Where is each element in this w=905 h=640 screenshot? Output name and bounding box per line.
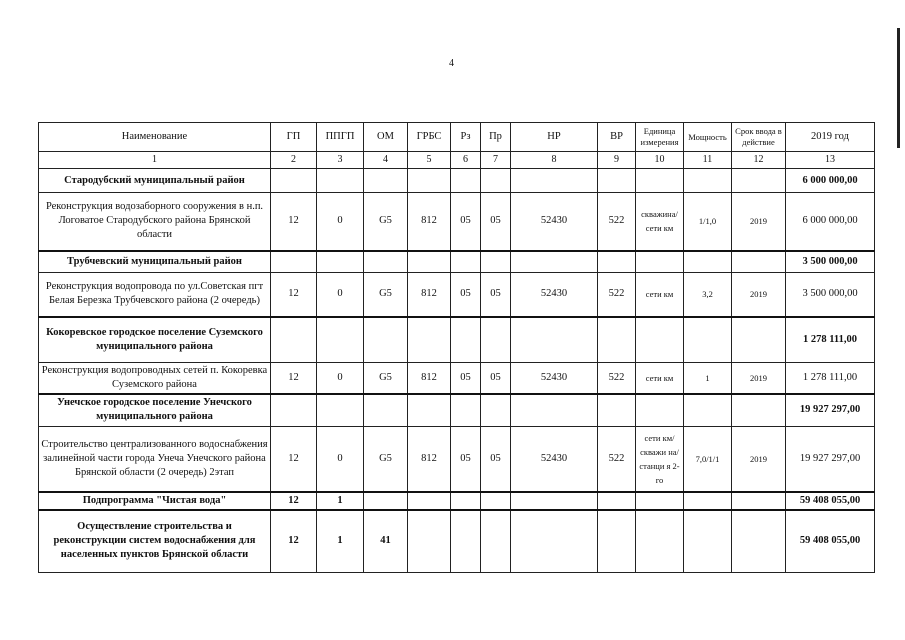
row-unit: скважина/ сети км bbox=[636, 193, 684, 251]
row-rz bbox=[451, 317, 481, 363]
column-number: 12 bbox=[732, 152, 786, 169]
row-gp bbox=[271, 169, 317, 193]
row-power bbox=[684, 169, 732, 193]
row-pr bbox=[481, 394, 511, 426]
row-term bbox=[732, 251, 786, 273]
row-name: Строительство централизованного водоснабжения залинейной части города Унеча Унечского района Брянской области (2 очередь) 2этап bbox=[39, 426, 271, 492]
budget-table bbox=[38, 122, 875, 573]
header-ppgp: ППГП bbox=[317, 123, 364, 152]
row-term: 2019 bbox=[732, 273, 786, 317]
row-gp: 12 bbox=[271, 363, 317, 395]
column-number: 7 bbox=[481, 152, 511, 169]
row-name: Кокоревское городское поселение Суземского муниципального района bbox=[39, 317, 271, 363]
row-vr bbox=[598, 251, 636, 273]
header-name: Наименование bbox=[39, 123, 271, 152]
row-om bbox=[364, 251, 408, 273]
row-term: 2019 bbox=[732, 426, 786, 492]
row-om bbox=[364, 317, 408, 363]
row-term: 2019 bbox=[732, 193, 786, 251]
row-name: Реконструкция водопровода по ул.Советская пгт Белая Березка Трубчевского района (2 очередь) bbox=[39, 273, 271, 317]
row-amount: 3 500 000,00 bbox=[786, 251, 875, 273]
row-ppgp: 0 bbox=[317, 273, 364, 317]
row-unit bbox=[636, 510, 684, 572]
row-term bbox=[732, 394, 786, 426]
row-pr bbox=[481, 492, 511, 510]
row-grbs bbox=[408, 510, 451, 572]
row-power bbox=[684, 510, 732, 572]
row-grbs bbox=[408, 394, 451, 426]
row-power: 1 bbox=[684, 363, 732, 395]
row-name: Осуществление строительства и реконструкции систем водоснабжения для населенных пунктов Брянской области bbox=[39, 510, 271, 572]
row-unit bbox=[636, 492, 684, 510]
row-grbs bbox=[408, 169, 451, 193]
header-rz: Рз bbox=[451, 123, 481, 152]
row-power bbox=[684, 317, 732, 363]
row-unit bbox=[636, 394, 684, 426]
row-pr: 05 bbox=[481, 273, 511, 317]
row-unit: сети км/скважи на/станци я 2-го bbox=[636, 426, 684, 492]
table-row bbox=[39, 273, 875, 317]
row-pr bbox=[481, 317, 511, 363]
row-vr bbox=[598, 492, 636, 510]
row-grbs: 812 bbox=[408, 363, 451, 395]
row-unit bbox=[636, 169, 684, 193]
row-amount: 1 278 111,00 bbox=[786, 363, 875, 395]
header-row bbox=[39, 123, 875, 152]
row-grbs bbox=[408, 251, 451, 273]
column-number: 4 bbox=[364, 152, 408, 169]
row-rz: 05 bbox=[451, 363, 481, 395]
row-term bbox=[732, 492, 786, 510]
row-pr bbox=[481, 510, 511, 572]
header-power: Мощность bbox=[684, 123, 732, 152]
row-gp bbox=[271, 394, 317, 426]
row-amount: 6 000 000,00 bbox=[786, 169, 875, 193]
row-ppgp bbox=[317, 394, 364, 426]
header-year: 2019 год bbox=[786, 123, 875, 152]
row-nr bbox=[511, 251, 598, 273]
row-vr bbox=[598, 394, 636, 426]
header-term: Срок ввода в действие bbox=[732, 123, 786, 152]
column-number: 10 bbox=[636, 152, 684, 169]
column-number: 1 bbox=[39, 152, 271, 169]
column-number: 2 bbox=[271, 152, 317, 169]
row-nr bbox=[511, 492, 598, 510]
row-ppgp: 0 bbox=[317, 363, 364, 395]
row-om bbox=[364, 492, 408, 510]
row-rz bbox=[451, 510, 481, 572]
row-power: 1/1,0 bbox=[684, 193, 732, 251]
column-number: 11 bbox=[684, 152, 732, 169]
row-nr: 52430 bbox=[511, 273, 598, 317]
row-vr bbox=[598, 317, 636, 363]
row-power bbox=[684, 394, 732, 426]
header-unit: Единица измерения bbox=[636, 123, 684, 152]
row-vr: 522 bbox=[598, 273, 636, 317]
row-amount: 19 927 297,00 bbox=[786, 394, 875, 426]
row-ppgp bbox=[317, 317, 364, 363]
table-row bbox=[39, 317, 875, 363]
row-ppgp: 1 bbox=[317, 510, 364, 572]
row-power bbox=[684, 251, 732, 273]
row-ppgp: 1 bbox=[317, 492, 364, 510]
row-rz: 05 bbox=[451, 426, 481, 492]
row-gp: 12 bbox=[271, 510, 317, 572]
row-power: 7,0/1/1 bbox=[684, 426, 732, 492]
table-body bbox=[39, 169, 875, 573]
scan-edge-mark bbox=[897, 28, 900, 148]
header-gp: ГП bbox=[271, 123, 317, 152]
column-number: 9 bbox=[598, 152, 636, 169]
header-nr: НР bbox=[511, 123, 598, 152]
table-row bbox=[39, 169, 875, 193]
row-unit: сети км bbox=[636, 273, 684, 317]
row-name: Стародубский муниципальный район bbox=[39, 169, 271, 193]
row-ppgp: 0 bbox=[317, 426, 364, 492]
row-gp bbox=[271, 251, 317, 273]
row-rz bbox=[451, 169, 481, 193]
row-nr: 52430 bbox=[511, 363, 598, 395]
table-row bbox=[39, 492, 875, 510]
table-row bbox=[39, 251, 875, 273]
row-amount: 1 278 111,00 bbox=[786, 317, 875, 363]
row-amount: 3 500 000,00 bbox=[786, 273, 875, 317]
row-amount: 59 408 055,00 bbox=[786, 492, 875, 510]
row-vr bbox=[598, 510, 636, 572]
row-grbs bbox=[408, 317, 451, 363]
row-om bbox=[364, 169, 408, 193]
row-power: 3,2 bbox=[684, 273, 732, 317]
row-term bbox=[732, 317, 786, 363]
row-ppgp bbox=[317, 251, 364, 273]
row-grbs: 812 bbox=[408, 273, 451, 317]
row-name: Реконструкция водопроводных сетей п. Кокоревка Суземского района bbox=[39, 363, 271, 395]
row-amount: 6 000 000,00 bbox=[786, 193, 875, 251]
header-grbs: ГРБС bbox=[408, 123, 451, 152]
row-gp: 12 bbox=[271, 426, 317, 492]
row-om: G5 bbox=[364, 273, 408, 317]
row-nr bbox=[511, 317, 598, 363]
table-row bbox=[39, 394, 875, 426]
column-number: 6 bbox=[451, 152, 481, 169]
row-vr: 522 bbox=[598, 193, 636, 251]
row-grbs: 812 bbox=[408, 193, 451, 251]
row-nr bbox=[511, 169, 598, 193]
row-nr bbox=[511, 510, 598, 572]
row-pr: 05 bbox=[481, 193, 511, 251]
row-vr: 522 bbox=[598, 426, 636, 492]
row-nr: 52430 bbox=[511, 426, 598, 492]
row-pr: 05 bbox=[481, 363, 511, 395]
row-term bbox=[732, 510, 786, 572]
table-row bbox=[39, 510, 875, 572]
column-number: 3 bbox=[317, 152, 364, 169]
column-number-row bbox=[39, 152, 875, 169]
row-term: 2019 bbox=[732, 363, 786, 395]
row-vr: 522 bbox=[598, 363, 636, 395]
row-name: Подпрограмма "Чистая вода" bbox=[39, 492, 271, 510]
header-pr: Пр bbox=[481, 123, 511, 152]
header-vr: ВР bbox=[598, 123, 636, 152]
table-row bbox=[39, 363, 875, 395]
row-gp: 12 bbox=[271, 193, 317, 251]
row-om: 41 bbox=[364, 510, 408, 572]
row-grbs: 812 bbox=[408, 426, 451, 492]
row-grbs bbox=[408, 492, 451, 510]
row-nr bbox=[511, 394, 598, 426]
row-unit bbox=[636, 251, 684, 273]
row-unit: сети км bbox=[636, 363, 684, 395]
row-rz bbox=[451, 394, 481, 426]
row-pr bbox=[481, 169, 511, 193]
page-number: 4 bbox=[449, 58, 454, 69]
row-rz: 05 bbox=[451, 273, 481, 317]
row-pr bbox=[481, 251, 511, 273]
row-om: G5 bbox=[364, 193, 408, 251]
column-number: 8 bbox=[511, 152, 598, 169]
row-name: Трубчевский муниципальный район bbox=[39, 251, 271, 273]
row-nr: 52430 bbox=[511, 193, 598, 251]
table-row bbox=[39, 193, 875, 251]
header-om: ОМ bbox=[364, 123, 408, 152]
row-amount: 59 408 055,00 bbox=[786, 510, 875, 572]
row-power bbox=[684, 492, 732, 510]
row-gp bbox=[271, 317, 317, 363]
row-gp: 12 bbox=[271, 492, 317, 510]
row-term bbox=[732, 169, 786, 193]
row-rz bbox=[451, 251, 481, 273]
column-number: 13 bbox=[786, 152, 875, 169]
row-rz bbox=[451, 492, 481, 510]
column-number: 5 bbox=[408, 152, 451, 169]
row-om bbox=[364, 394, 408, 426]
row-ppgp bbox=[317, 169, 364, 193]
row-pr: 05 bbox=[481, 426, 511, 492]
row-gp: 12 bbox=[271, 273, 317, 317]
row-om: G5 bbox=[364, 426, 408, 492]
row-amount: 19 927 297,00 bbox=[786, 426, 875, 492]
row-unit bbox=[636, 317, 684, 363]
row-ppgp: 0 bbox=[317, 193, 364, 251]
row-name: Унечское городское поселение Унечского муниципального района bbox=[39, 394, 271, 426]
table-row bbox=[39, 426, 875, 492]
row-om: G5 bbox=[364, 363, 408, 395]
row-name: Реконструкция водозаборного сооружения в н.п. Логоватое Стародубского района Брянской области bbox=[39, 193, 271, 251]
row-vr bbox=[598, 169, 636, 193]
row-rz: 05 bbox=[451, 193, 481, 251]
